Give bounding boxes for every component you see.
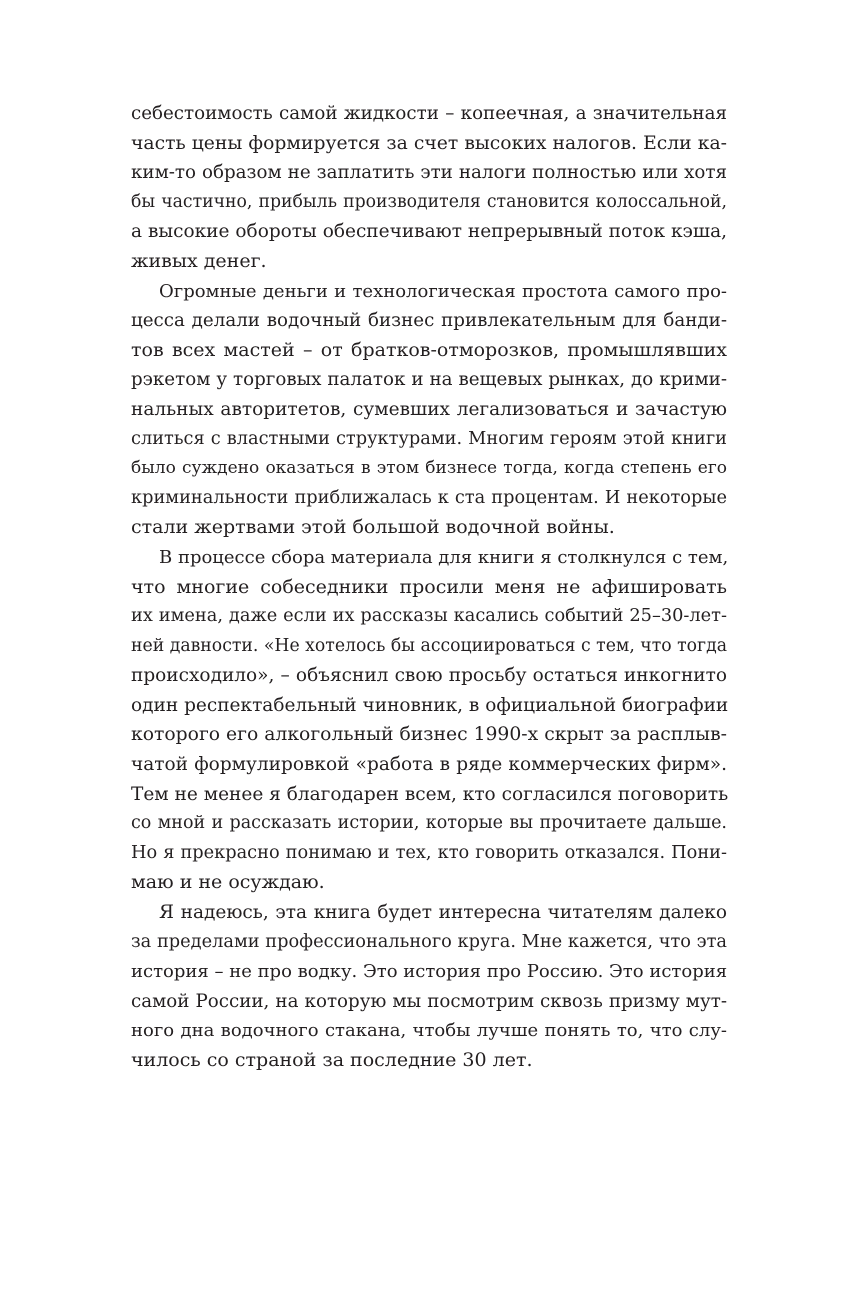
text-line: часть цены формируется за счет высоких налогов. Если ка-: [131, 132, 727, 154]
paragraph: [131, 277, 727, 543]
text-line: чилось со страной за последние 30 лет.: [131, 1049, 533, 1071]
text-line: бы частично, прибыль производителя становится колоссальной,: [131, 191, 727, 212]
text-line: криминальности приближалась к ста процентам. И некоторые: [131, 487, 727, 508]
text-line: происходило», – объяснил свою просьбу остаться инкогнито: [131, 665, 727, 687]
text-line: рэкетом у торговых палаток и на вещевых рынках, до крими-: [131, 369, 727, 391]
text-line: их имена, даже если их рассказы касались событий 25–30-лет-: [131, 606, 727, 627]
text-line: стали жертвами этой большой водочной войны.: [131, 516, 615, 539]
text-line: ней давности. «Не хотелось бы ассоциироваться с тем, что тогда: [131, 635, 727, 656]
text-line: было суждено оказаться в этом бизнесе тогда, когда степень его: [131, 458, 727, 479]
text-line: В процессе сбора материала для книги я столкнулся с тем,: [159, 546, 729, 568]
text-line: ким-то образом не заплатить эти налоги полностью или хотя: [131, 162, 727, 184]
text-line: один респектабельный чиновник, в официальной биографии: [131, 694, 729, 716]
text-line: Тем не менее я благодарен всем, кто согласился поговорить: [131, 783, 729, 805]
text-line: за пределами профессионального круга. Мне кажется, что эта: [131, 931, 727, 952]
paragraph: [131, 99, 727, 277]
text-line: живых денег.: [131, 249, 267, 272]
text-line: со мной и рассказать истории, которые вы прочитаете дальше.: [131, 813, 727, 834]
text-line: тов всех мастей – от братков-отморозков, промышлявших: [131, 338, 727, 361]
text-line: ного дна водочного стакана, чтобы лучше понять то, что слу-: [131, 1020, 727, 1042]
text-line: что многие собеседники просили меня не афишировать: [131, 575, 727, 598]
text-line: история – не про водку. Это история про Россию. Это история: [131, 961, 728, 983]
text-line: а высокие обороты обеспечивают непрерывный поток кэша,: [131, 221, 727, 243]
paragraph: [131, 898, 727, 1076]
text-line: самой России, на которую мы посмотрим сквозь призму мут-: [131, 990, 727, 1012]
text-line: Я надеюсь, эта книга будет интересна читателям далеко: [159, 902, 727, 924]
text-line: нальных авторитетов, сумевших легализоваться и зачастую: [131, 398, 727, 420]
paragraph: [131, 543, 727, 898]
text-line: слиться с властными структурами. Многим героям этой книги: [131, 428, 727, 449]
text-line: цесса делали водочный бизнес привлекательным для банди-: [131, 310, 727, 332]
text-line: Огромные деньги и технологическая простота самого про-: [159, 280, 727, 302]
text-line: себестоимость самой жидкости – копеечная, а значительная: [131, 103, 727, 124]
text-line: чатой формулировкой «работа в ряде коммерческих фирм».: [131, 754, 727, 776]
body-text: [131, 99, 727, 1076]
text-line: которого его алкогольный бизнес 1990-х скрыт за расплыв-: [131, 724, 727, 746]
text-line: маю и не осуждаю.: [131, 871, 325, 894]
text-line: Но я прекрасно понимаю и тех, кто говорить отказался. Пони-: [131, 842, 727, 863]
